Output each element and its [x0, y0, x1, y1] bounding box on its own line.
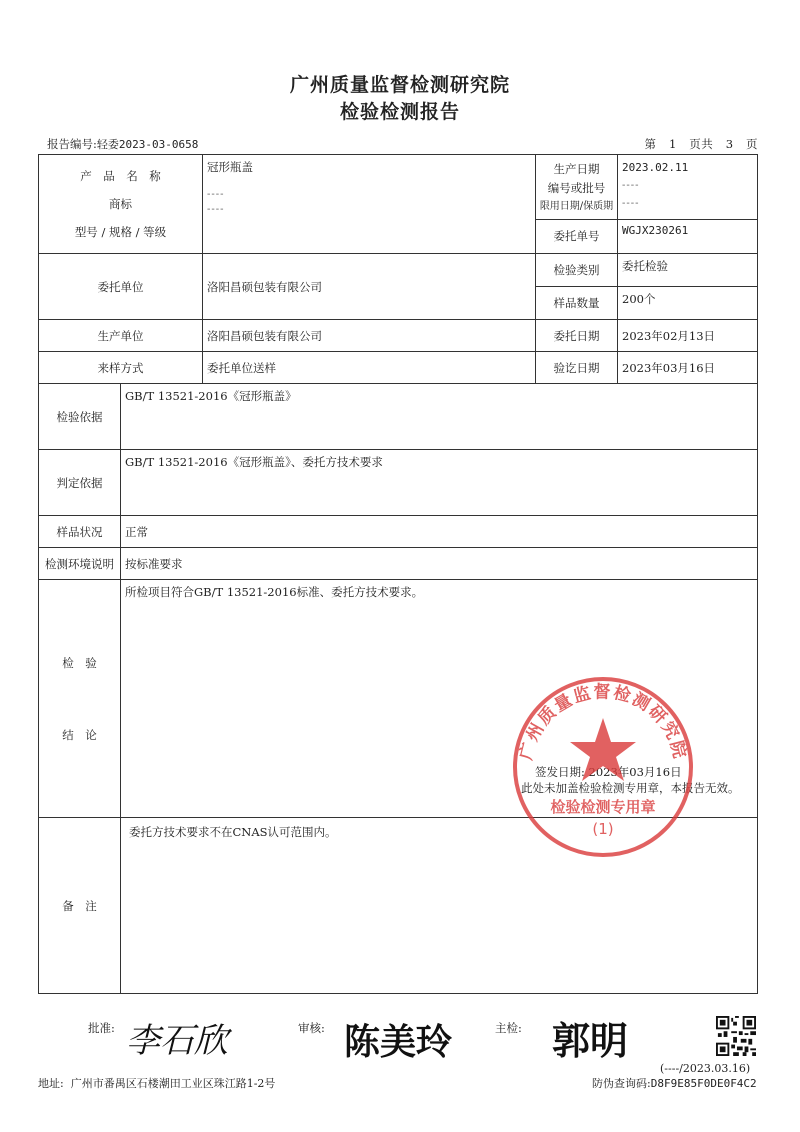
issue-date: 签发日期: 2023年03月16日 — [535, 765, 682, 779]
page-prefix: 第 — [644, 137, 657, 151]
main-inspector-label: 主检: — [495, 1021, 522, 1035]
sample-state-label: 样品状况 — [39, 516, 121, 548]
product-name-value: 冠形瓶盖 — [207, 160, 253, 174]
product-name-label: 产 品 名 称 — [80, 169, 161, 183]
sampling-value: 委托单位送样 — [203, 352, 536, 384]
institution-title: 广州质量监督检测研究院 — [289, 74, 510, 96]
finish-date-label: 验讫日期 — [536, 352, 618, 384]
basis-value: GB/T 13521-2016《冠形瓶盖》 — [121, 384, 758, 450]
svg-text:郭明: 郭明 — [552, 1018, 629, 1063]
approve-signature — [122, 1008, 252, 1068]
product-row — [39, 155, 758, 254]
order-date-value: 2023年02月13日 — [618, 320, 758, 352]
test-type-label: 检验类别 — [536, 254, 618, 287]
anti-fake-value: D8F9E85F0DE0F4C2 — [650, 1077, 757, 1090]
basis-label: 检验依据 — [39, 384, 121, 450]
remarks-label: 备 注 — [39, 818, 121, 994]
conclusion-label-1: 检 验 — [62, 655, 97, 670]
address-label: 地址: — [38, 1077, 64, 1090]
svg-text:陈美玲: 陈美玲 — [344, 1021, 453, 1063]
report-number-label: 报告编号: — [47, 137, 97, 151]
qr-code-icon — [716, 1016, 756, 1056]
judgement-label: 判定依据 — [39, 450, 121, 516]
report-title: 检验检测报告 — [339, 101, 460, 123]
page-current: 1 — [668, 137, 677, 151]
review-label: 审核: — [298, 1021, 325, 1035]
conclusion-label-cell — [39, 580, 121, 818]
client-value: 洛阳昌硕包装有限公司 — [203, 254, 536, 320]
report-table — [38, 154, 758, 994]
page-mid: 页共 — [689, 137, 714, 151]
model-value: ---- — [207, 204, 225, 215]
sample-state-value: 正常 — [121, 516, 758, 548]
main-inspector-signature — [548, 1008, 658, 1068]
conclusion-value: 所检项目符合GB/T 13521-2016标准、委托方技术要求。 — [125, 585, 424, 599]
seal-number: (1) — [592, 820, 614, 838]
expiry-value: ---- — [622, 197, 640, 209]
anti-fake-code — [592, 1075, 757, 1091]
sample-qty-value: 200个 — [618, 287, 758, 320]
env-label: 检测环境说明 — [39, 548, 121, 580]
finish-date-value: 2023年03月16日 — [618, 352, 758, 384]
model-label: 型号 / 规格 / 等级 — [74, 225, 167, 239]
manufacturer-value: 洛阳昌硕包装有限公司 — [203, 320, 536, 352]
order-no-label: 委托单号 — [553, 229, 600, 243]
report-number-value: 轻委2023-03-0658 — [96, 138, 199, 151]
approve-label: 批准: — [88, 1021, 115, 1035]
trademark-value: ---- — [207, 189, 225, 200]
page-indicator — [644, 136, 758, 152]
production-date-label: 生产日期 — [553, 161, 600, 176]
svg-text:李石欣: 李石欣 — [126, 1021, 228, 1061]
batch-label: 编号或批号 — [547, 180, 606, 195]
manufacturer-label: 生产单位 — [39, 320, 203, 352]
address — [38, 1075, 275, 1091]
trademark-label: 商标 — [109, 197, 132, 211]
client-label: 委托单位 — [39, 254, 203, 320]
invalid-note: 此处未加盖检验检测专用章，本报告无效。 — [521, 781, 740, 795]
sample-qty-label: 样品数量 — [536, 287, 618, 320]
page-suffix: 页 — [746, 137, 758, 151]
sampling-label: 来样方式 — [39, 352, 203, 384]
anti-fake-label: 防伪查询码: — [592, 1077, 651, 1090]
seal-bottom-text: 检验检测专用章 — [550, 798, 656, 816]
seal-arc-text: 广州质量监督检测研究院 — [516, 682, 690, 763]
test-type-value: 委托检验 — [618, 254, 758, 287]
date-values-cell — [618, 155, 758, 254]
review-signature — [340, 1008, 470, 1068]
expiry-label: 限用日期/保质期 — [539, 200, 614, 212]
order-date-label: 委托日期 — [536, 320, 618, 352]
date-code: (----/2023.03.16) — [660, 1062, 751, 1075]
report-number — [47, 136, 198, 152]
address-value: 广州市番禺区石楼潮田工业区珠江路1-2号 — [70, 1077, 276, 1090]
seal-star-icon — [570, 718, 636, 781]
remarks-value: 委托方技术要求不在CNAS认可范围内。 — [121, 818, 758, 994]
env-value: 按标准要求 — [121, 548, 758, 580]
conclusion-label-2: 结 论 — [62, 727, 97, 742]
order-no-value: WGJX230261 — [622, 223, 689, 237]
product-values-cell — [203, 155, 536, 254]
official-seal-stamp — [508, 672, 698, 862]
product-labels-cell — [39, 155, 203, 254]
date-labels-cell — [536, 155, 618, 254]
batch-value: ---- — [622, 179, 640, 191]
judgement-value: GB/T 13521-2016《冠形瓶盖》、委托方技术要求 — [121, 450, 758, 516]
page-total: 3 — [725, 137, 734, 151]
production-date-value: 2023.02.11 — [622, 160, 689, 174]
